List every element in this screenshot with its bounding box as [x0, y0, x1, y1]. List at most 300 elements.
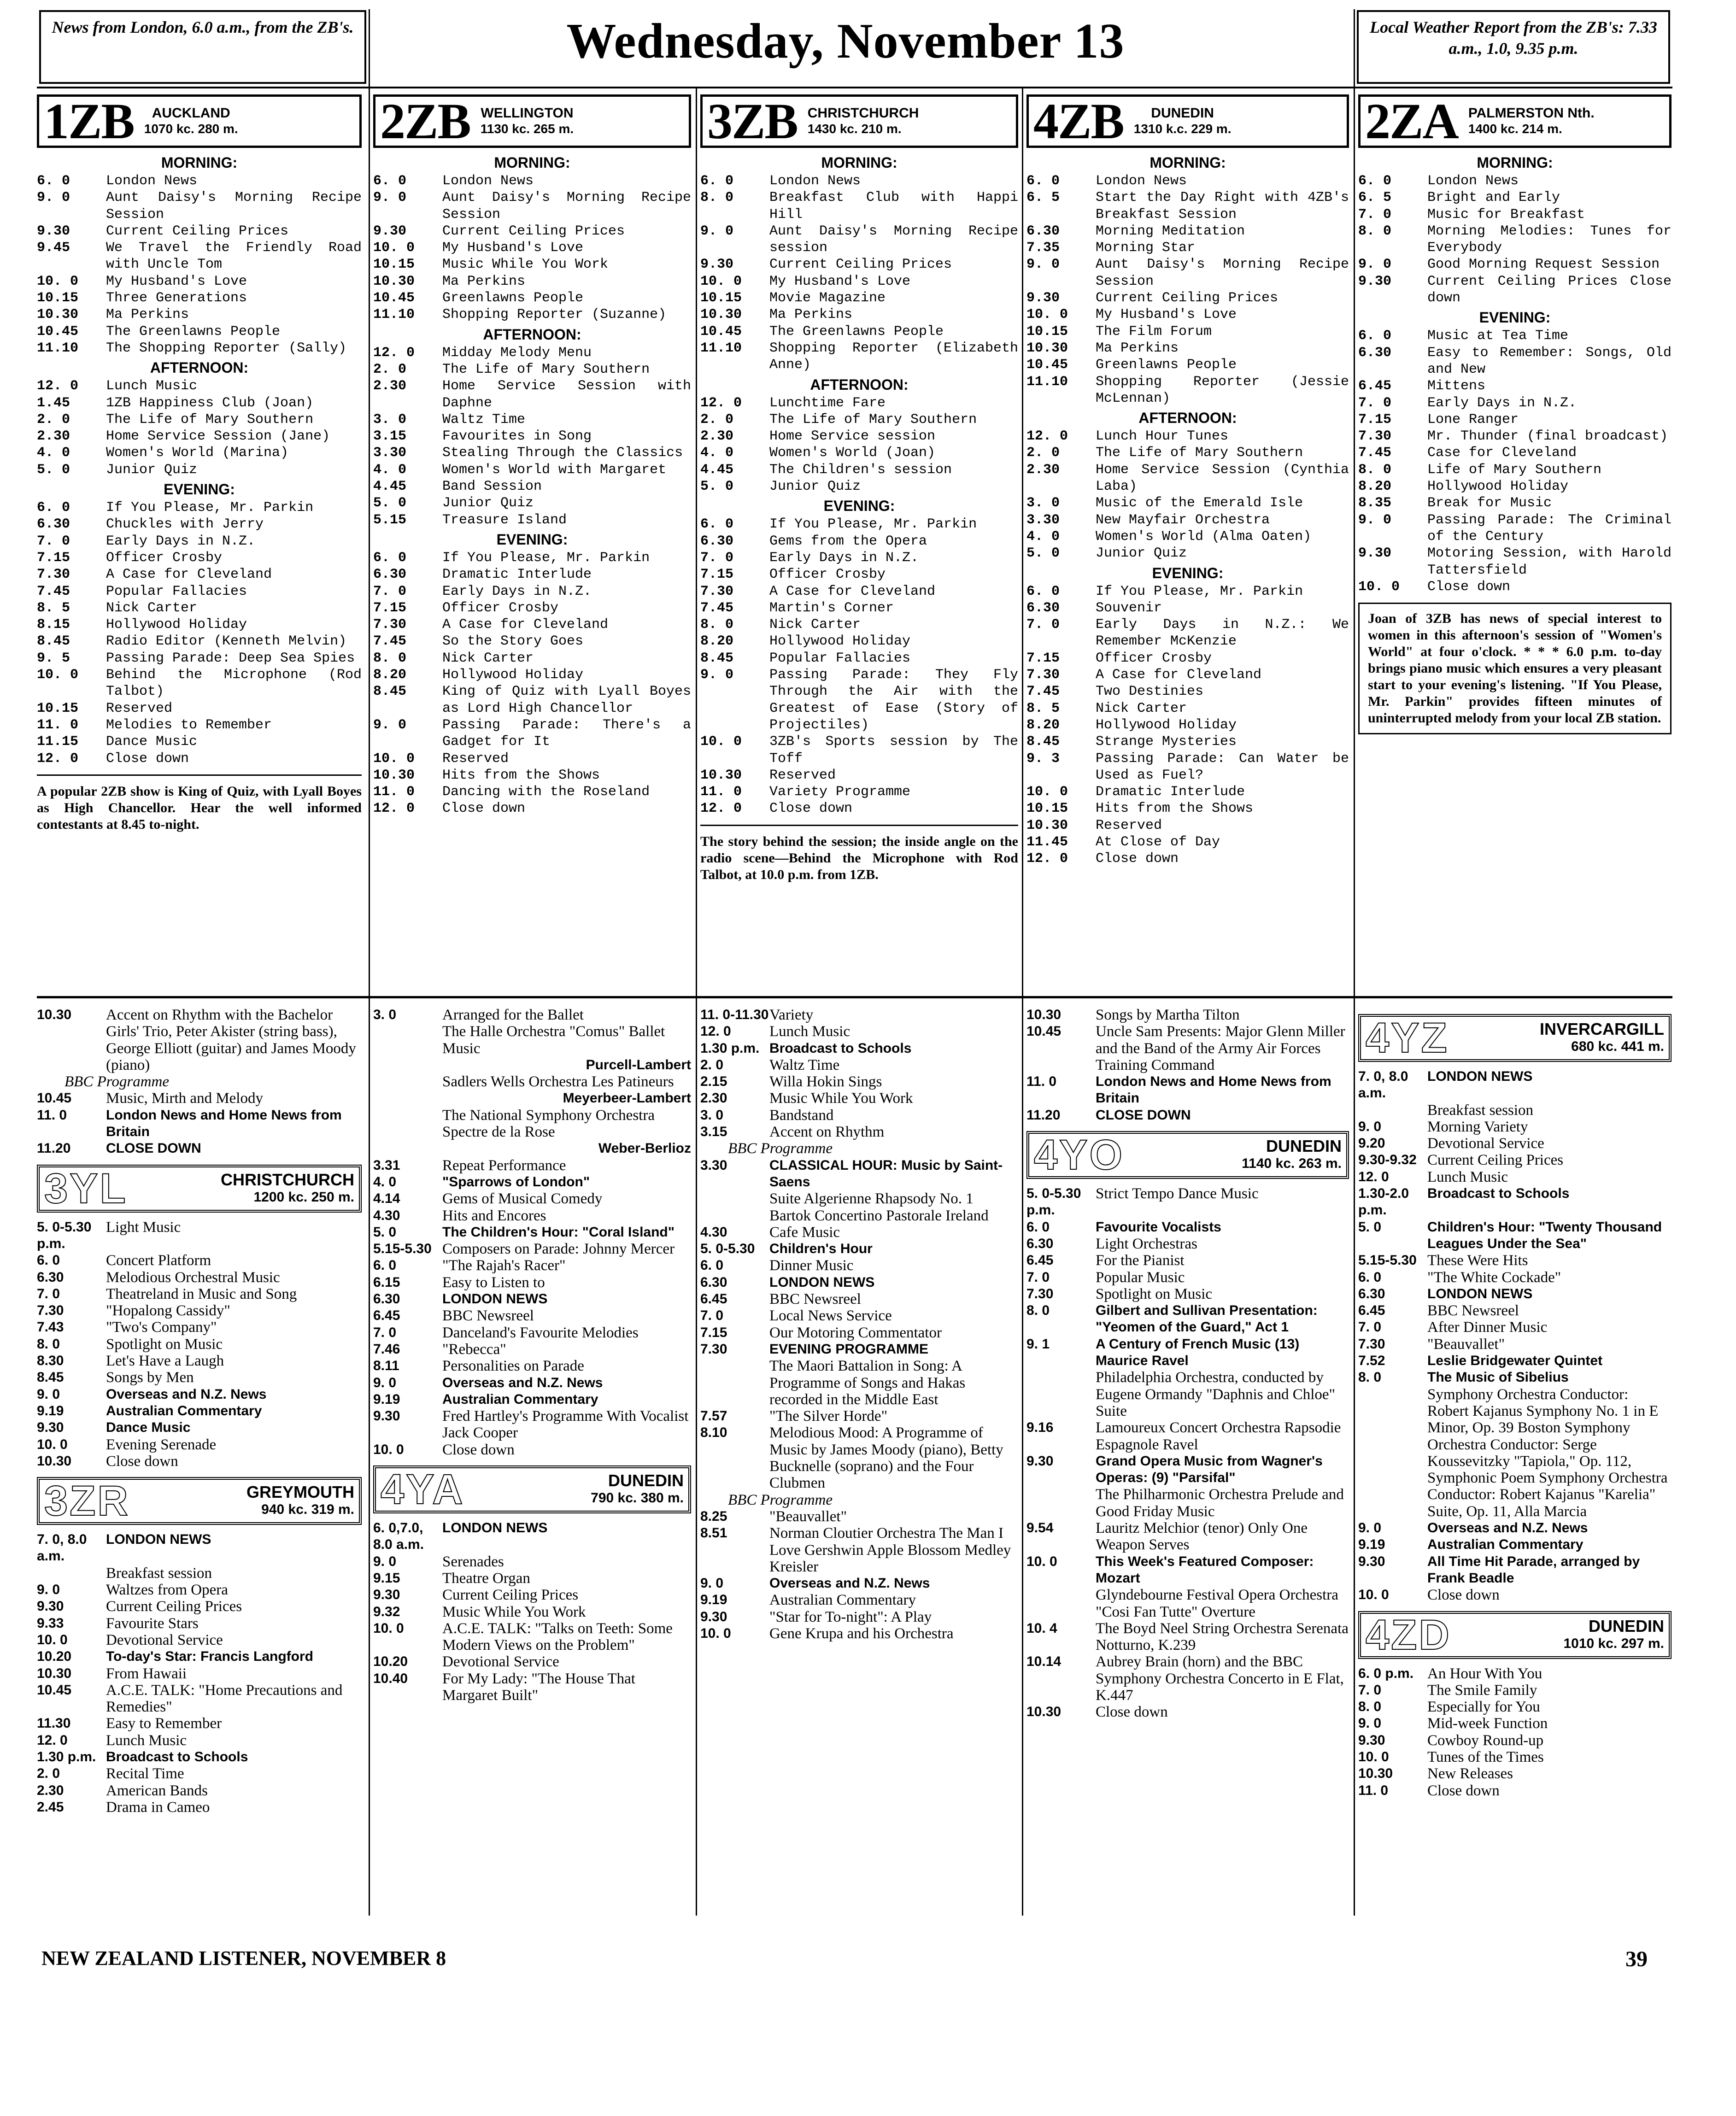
programme-title: Broadcast to Schools [769, 1040, 912, 1056]
time: 7.46 [373, 1341, 400, 1357]
time: 9.54 [1026, 1520, 1054, 1536]
programme-title: London News [1096, 173, 1187, 189]
time: 6. 0 [1026, 583, 1060, 599]
time: 10.20 [373, 1654, 408, 1670]
station-info [1449, 1020, 1664, 1055]
programme-title: Personalities on Parade [442, 1358, 584, 1375]
time: 10.30 [1358, 1766, 1393, 1782]
time: 9. 0 [373, 190, 407, 206]
time: 8. 0 [1358, 223, 1392, 239]
programme-entry [700, 1073, 1018, 1090]
programme-entry [1026, 290, 1349, 306]
programme-title: CLOSE DOWN [1096, 1107, 1191, 1123]
composer [373, 1140, 691, 1157]
section-heading: MORNING: [161, 154, 238, 171]
callsign: 4ZB [1033, 93, 1124, 149]
programme-note: BBC Programme [65, 1073, 170, 1090]
time: 11.30 [37, 1716, 71, 1731]
programme-entry [1026, 512, 1349, 528]
time: 12. 0 [1026, 428, 1068, 445]
programme-entry [1358, 256, 1671, 273]
time [700, 1190, 769, 1224]
time: 5. 0 [700, 479, 734, 495]
programme-entry [373, 428, 691, 445]
programme-entry [37, 462, 362, 478]
programme-title: Current Ceiling Prices [1427, 1152, 1564, 1169]
time: 6.30 [1026, 223, 1060, 239]
programme-title: Arranged for the Ballet [442, 1007, 584, 1023]
station-logo [1026, 1131, 1349, 1179]
time: 12. 0 [37, 378, 79, 394]
programme-entry [700, 784, 1018, 800]
time: 7.30 [1026, 667, 1060, 683]
programme-entry [37, 550, 362, 566]
programme-entry [1358, 1302, 1671, 1319]
programme-title: Home Service Session (Cynthia Laba) [1096, 462, 1349, 495]
programme-entry [1358, 273, 1671, 307]
time: 6. 0 [373, 173, 407, 189]
programme-entry [373, 1291, 691, 1307]
programme-title: Aunt Daisy's Morning Recipe Session [442, 190, 691, 223]
programme-entry [1026, 528, 1349, 545]
programme-title: Early Days in N.Z.: We Remember McKenzie [1096, 617, 1349, 650]
programme-entry [373, 1307, 691, 1324]
programme-title: "Beauvallet" [769, 1508, 847, 1525]
programme-title: Easy to Remember [106, 1715, 222, 1732]
programme-entry [1026, 445, 1349, 461]
programme-title: My Husband's Love [769, 273, 911, 289]
programme-entry [37, 1598, 362, 1615]
programme-title: Fred Hartley's Programme With Vocalist Jack Cooper [442, 1408, 689, 1442]
programme-title: Nick Carter [106, 600, 198, 616]
programme-title: Broadcast to Schools [106, 1749, 248, 1764]
time: 3.15 [700, 1124, 727, 1140]
programme-entry [1358, 328, 1671, 344]
station-city: DUNEDIN [608, 1471, 684, 1490]
composer-name: Weber-Berlioz [598, 1141, 691, 1156]
programme-title: Favourite Vocalists [1096, 1219, 1221, 1235]
time: 5.15-5.30 [373, 1241, 432, 1257]
callsign: 4YO [1034, 1131, 1125, 1179]
programme-entry [700, 256, 1018, 273]
programme-title: A Case for Cleveland [106, 567, 272, 583]
station-city: DUNEDIN [1588, 1616, 1664, 1635]
time: 10.45 [373, 290, 415, 306]
programme-title: "Beauvallet" [1427, 1336, 1505, 1353]
programme-entry [373, 223, 691, 240]
programme-entry [700, 1023, 1018, 1040]
programme-entry [37, 1749, 362, 1765]
programme-entry [373, 1007, 691, 1023]
station-logo [1358, 1014, 1671, 1062]
programme-title: If You Please, Mr. Parkin [106, 500, 314, 516]
time: 10.30 [37, 1007, 72, 1022]
programme-title: Music for Breakfast [1427, 206, 1585, 223]
programme-title: The Life of Mary Southern [442, 361, 650, 377]
time: 8. 5 [37, 600, 70, 616]
programme-entry [700, 1190, 1018, 1224]
time: 11.10 [1026, 374, 1068, 390]
programme-entry [37, 1648, 362, 1665]
programme-entry [700, 1257, 1018, 1274]
programme-title: Bandstand [769, 1107, 834, 1124]
programme-title: If You Please, Mr. Parkin [769, 516, 977, 533]
time: 8.20 [1026, 717, 1060, 733]
programme-title: If You Please, Mr. Parkin [442, 550, 650, 566]
time: 7. 0 [37, 1286, 60, 1301]
programme-entry [1026, 1369, 1349, 1419]
programme-title: The Life of Mary Southern [1096, 445, 1303, 461]
time: 6. 5 [1026, 190, 1060, 206]
programme-title: Ma Perkins [769, 307, 853, 323]
programme-title: The Boyd Neel String Orchestra Serenata Notturno, K.239 [1096, 1620, 1349, 1654]
time: 6.45 [1358, 378, 1392, 394]
programme-title: Junior Quiz [442, 495, 534, 511]
programme-title: My Husband's Love [442, 240, 584, 256]
callsign: 3ZB [707, 93, 798, 149]
station-info [1134, 106, 1232, 137]
time: 10.30 [37, 307, 79, 323]
programme-entry [1026, 1007, 1349, 1023]
programme-entry [1358, 1369, 1671, 1386]
programme-title: For My Lady: "The House That Margaret Built" [442, 1670, 635, 1704]
time: 11. 0 [37, 1107, 67, 1123]
column-rule [369, 87, 370, 1916]
programme-title: Motoring Session, with Harold Tattersfield [1427, 545, 1671, 578]
programme-entry [373, 411, 691, 428]
programme-title: Let's Have a Laugh [106, 1353, 224, 1370]
programme-title: "The White Cockade" [1427, 1269, 1561, 1286]
section-heading: EVENING: [1152, 564, 1224, 581]
programme-entry [700, 800, 1018, 817]
programme-title: Glyndebourne Festival Opera Orchestra "Cosi Fan Tutte" Overture [1096, 1587, 1338, 1620]
time: 7. 0 [1358, 1319, 1382, 1335]
time [373, 1107, 442, 1141]
programme-entry [37, 189, 362, 223]
time: 9. 0 [1358, 257, 1392, 273]
programme-entry [373, 1358, 691, 1374]
programme-title: Hollywood Holiday [442, 667, 584, 683]
programme-entry [373, 361, 691, 378]
time: 9.30 [1026, 290, 1060, 306]
callsign: 4ZD [1366, 1611, 1451, 1659]
station-3zb [700, 94, 1018, 883]
time: 9.45 [37, 240, 70, 256]
programme-title: 3ZB's Sports session by The Toff [769, 734, 1018, 767]
programme-title: Music of the Emerald Isle [1096, 495, 1303, 511]
programme-entry [373, 1653, 691, 1670]
time: 8.45 [37, 1370, 64, 1385]
programme-entry [37, 1007, 362, 1073]
programme-entry [700, 550, 1018, 566]
programme-entry [37, 445, 362, 461]
programme-title: Lunch Music [106, 1732, 187, 1749]
time: 9.19 [37, 1403, 64, 1418]
programme-title: Easy to Remember: Songs, Old and New [1427, 345, 1671, 377]
programme-title: Waltzes from Opera [106, 1582, 228, 1599]
time: 9.30 [1358, 1732, 1385, 1748]
programme-entry [1026, 717, 1349, 733]
programme-title: Radio Editor (Kenneth Melvin) [106, 633, 347, 650]
programme-entry [1358, 1732, 1671, 1749]
programme-title: Music While You Work [769, 1090, 913, 1107]
programme-entry [700, 600, 1018, 616]
programme-entry [1358, 1715, 1671, 1732]
programme-title: Popular Music [1096, 1269, 1185, 1286]
programme-title: Case for Cleveland [1427, 445, 1577, 461]
programme-entry [37, 378, 362, 394]
time: 7. 0 [1358, 395, 1392, 411]
programme-entry [1026, 733, 1349, 750]
programme-entry [1358, 1269, 1671, 1286]
time: 10.15 [373, 257, 415, 273]
station-frequency: 940 kc. 319 m. [261, 1502, 354, 1518]
programme-title: King of Quiz with Lyall Boyes as Lord High Chancellor [442, 684, 691, 716]
programme-title: Breakfast Club with Happi Hill [769, 190, 1018, 223]
time: 6.15 [373, 1274, 400, 1290]
programme-entry [373, 1157, 691, 1174]
programme-title: A.C.E. TALK: "Talks on Teeth: Some Modern Views on the Problem" [442, 1620, 673, 1654]
programme-entry [1358, 1119, 1671, 1135]
callsign: 2ZB [380, 93, 470, 149]
programme-title: Current Ceiling Prices Close down [1427, 273, 1671, 306]
programme-title: Three Generations [106, 290, 247, 306]
station-logo [1358, 94, 1671, 148]
programme-entry [37, 633, 362, 650]
time: 8.20 [1358, 479, 1392, 495]
programme-entry [373, 683, 691, 717]
time [37, 1565, 106, 1582]
programme-title: Accent on Rhythm [769, 1124, 885, 1141]
programme-title: Lone Ranger [1427, 411, 1519, 428]
time: 10. 0 [373, 1620, 404, 1636]
programme-entry [37, 717, 362, 733]
time: 10.30 [1026, 817, 1068, 833]
programme-title: Early Days in N.Z. [442, 583, 592, 599]
programme-entry [37, 1090, 362, 1107]
programme-title: A Case for Cleveland [442, 617, 609, 633]
station-logo [37, 1165, 362, 1213]
programme-title: Gene Krupa and his Orchestra [769, 1625, 954, 1642]
time: 10.30 [1026, 340, 1068, 356]
programme-entry [700, 478, 1018, 495]
programme-title: "Sparrows of London" [442, 1174, 590, 1190]
programme-title: Aunt Daisy's Morning Recipe Session [1096, 257, 1349, 289]
programme-title: At Close of Day [1096, 834, 1220, 850]
time: 6. 0 [1358, 328, 1392, 344]
programme-title: Composers on Parade: Johnny Mercer [442, 1241, 675, 1258]
programme-entry [1026, 683, 1349, 700]
station-2za [1358, 94, 1671, 734]
section-heading: EVENING: [496, 531, 568, 548]
time: 7. 0, 8.0 a.m. [1358, 1069, 1408, 1101]
time: 9.30 [37, 1420, 64, 1436]
programme-entry [1358, 445, 1671, 461]
programme-title: Shopping Reporter (Jessie McLennan) [1096, 374, 1349, 406]
time: 8.15 [37, 617, 70, 633]
time: 7.15 [700, 1325, 727, 1340]
time: 2. 0 [700, 1057, 724, 1073]
time: 9. 0 [37, 1386, 60, 1402]
programme-entry [1358, 1749, 1671, 1765]
weather-notice: Local Weather Report from the ZB's: 7.33 a.m., 1.0, 9.35 p.m. [1357, 10, 1670, 84]
programme-entry [700, 411, 1018, 428]
programme-entry [1026, 817, 1349, 834]
programme-entry [700, 306, 1018, 323]
programme-title: The Smile Family [1427, 1682, 1537, 1699]
time: 10.30 [700, 767, 742, 783]
programme-title: Early Days in N.Z. [1427, 395, 1577, 411]
station-frequency: 1070 kc. 280 m. [144, 122, 238, 136]
time: 12. 0 [1026, 851, 1068, 867]
programme-title: Recital Time [106, 1765, 184, 1782]
programme-entry [1358, 1169, 1671, 1185]
programme-title: The Maori Battalion in Song: A Programme of Songs and Hakas recorded in the Middle East [769, 1358, 966, 1408]
programme-entry [37, 583, 362, 600]
programme-title: Spotlight on Music [106, 1336, 223, 1353]
programme-entry [1026, 600, 1349, 616]
programme-title: Aubrey Brain (horn) and the BBC Symphony Orchestra Concerto in E Flat, K.447 [1096, 1653, 1344, 1704]
programme-title: Light Music [106, 1219, 181, 1236]
time: 6.30 [1358, 1286, 1385, 1301]
programme-title: So the Story Goes [442, 633, 584, 650]
time: 8.45 [1026, 734, 1060, 750]
time: 4.45 [700, 462, 734, 478]
programme-entry [700, 1291, 1018, 1307]
station-frequency: 790 kc. 380 m. [591, 1490, 684, 1506]
programme-entry [37, 1319, 362, 1336]
programme-entry [700, 1609, 1018, 1625]
programme-entry [1026, 850, 1349, 867]
station-info [465, 1472, 684, 1507]
programme-entry [37, 1782, 362, 1799]
station-note: A popular 2ZB show is King of Quiz, with Lyall Boyes as High Chancellor. Hear the well informed contestants at 8.45 to-night. [37, 774, 362, 833]
programme-entry [373, 1274, 691, 1291]
time: 9.16 [1026, 1420, 1054, 1436]
time: 1.30 p.m. [700, 1040, 760, 1056]
programme-title: My Husband's Love [106, 273, 247, 289]
time: 4. 0 [373, 1174, 397, 1190]
programme-entry [373, 345, 691, 361]
time: 12. 0 [700, 395, 742, 411]
programme-title: Overseas and N.Z. News [1427, 1520, 1588, 1536]
programme-title: Lauritz Melchior (tenor) Only One Weapon Serves [1096, 1520, 1308, 1553]
programme-entry [373, 566, 691, 583]
programme-entry [37, 533, 362, 550]
time: 9.30 [373, 1587, 400, 1603]
time: 8. 0 [1358, 1370, 1382, 1385]
programme-entry [1358, 1386, 1671, 1520]
programme-entry [373, 750, 691, 767]
programme-title: Breakfast session [1427, 1102, 1534, 1119]
programme-entry [373, 550, 691, 566]
time: 9.30 [1358, 1553, 1385, 1569]
programme-entry [1358, 189, 1671, 206]
programme-entry [1358, 1286, 1671, 1302]
programme-title: Breakfast session [106, 1565, 212, 1582]
programme-entry [373, 1325, 691, 1341]
programme-title: This Week's Featured Composer: Mozart [1096, 1553, 1314, 1586]
programme-entry [373, 1570, 691, 1587]
programme-title: Dramatic Interlude [1096, 784, 1245, 800]
programme-title: Dinner Music [769, 1257, 854, 1274]
time: 8.45 [700, 650, 734, 666]
time: 7.45 [1026, 684, 1060, 700]
time: 10. 0 [37, 273, 79, 289]
programme-entry [1026, 374, 1349, 407]
time: 12. 0 [37, 750, 79, 767]
programme-entry [37, 616, 362, 633]
time: 10. 0 [37, 667, 79, 683]
programme-title: Popular Fallacies [769, 650, 911, 666]
time: 2.45 [37, 1799, 64, 1815]
programme-title: Theatreland in Music and Song [106, 1285, 297, 1302]
time: 2. 0 [700, 411, 734, 428]
station-info [144, 106, 238, 137]
time: 5. 0-5.30 p.m. [1026, 1186, 1081, 1218]
section-heading: AFTERNOON: [1138, 410, 1237, 427]
programme-entry [37, 173, 362, 189]
station-city: CHRISTCHURCH [807, 106, 919, 121]
programme-entry [373, 189, 691, 223]
programme-title: Greenlawns People [1096, 357, 1237, 373]
time: 11. 0 [37, 717, 79, 733]
programme-title: For the Pianist [1096, 1252, 1185, 1269]
time: 8.45 [37, 633, 70, 650]
programme-entry [1026, 784, 1349, 800]
time: 9.30 [37, 223, 70, 239]
time: 5. 0 [373, 1224, 397, 1240]
time: 6. 0 [1358, 173, 1392, 189]
section-heading: EVENING: [164, 481, 235, 498]
programme-entry [1026, 1704, 1349, 1720]
programme-entry [37, 499, 362, 516]
programme-entry [1026, 1520, 1349, 1553]
programme-title: Close down [1427, 1587, 1500, 1604]
programme-entry [1358, 378, 1671, 394]
programme-title: Early Days in N.Z. [769, 550, 919, 566]
time: 2. 0 [1026, 445, 1060, 461]
programme-entry [37, 1453, 362, 1470]
programme-title: Serenades [442, 1553, 504, 1570]
time: 9. 5 [37, 650, 70, 666]
time: 8.20 [700, 633, 734, 650]
time: 10. 0 [1026, 1553, 1057, 1569]
programme-entry [700, 583, 1018, 600]
programme-entry [700, 616, 1018, 633]
programme-title: Broadcast to Schools [1427, 1186, 1570, 1202]
programme-title: Devotional Service [1427, 1135, 1544, 1152]
programme-title: Music at Tea Time [1427, 328, 1569, 344]
programme-entry [1358, 1319, 1671, 1336]
programme-entry [700, 1408, 1018, 1424]
programme-entry [1358, 1252, 1671, 1269]
programme-entry [700, 462, 1018, 478]
station-frequency: 680 kc. 441 m. [1571, 1039, 1664, 1054]
programme-entry [1358, 1219, 1671, 1253]
programme-entry [1026, 256, 1349, 290]
programme-title: Treasure Island [442, 512, 567, 528]
time: 9. 0 [373, 1375, 397, 1390]
programme-title: Cowboy Round-up [1427, 1732, 1544, 1749]
station-4zb [1026, 94, 1349, 868]
programme-entry [373, 1190, 691, 1207]
programme-title: London News [442, 173, 534, 189]
programme-title: Devotional Service [106, 1631, 223, 1648]
programme-title: The Greenlawns People [769, 323, 944, 340]
time: 7.30 [373, 617, 407, 633]
time: 4.45 [373, 479, 407, 495]
